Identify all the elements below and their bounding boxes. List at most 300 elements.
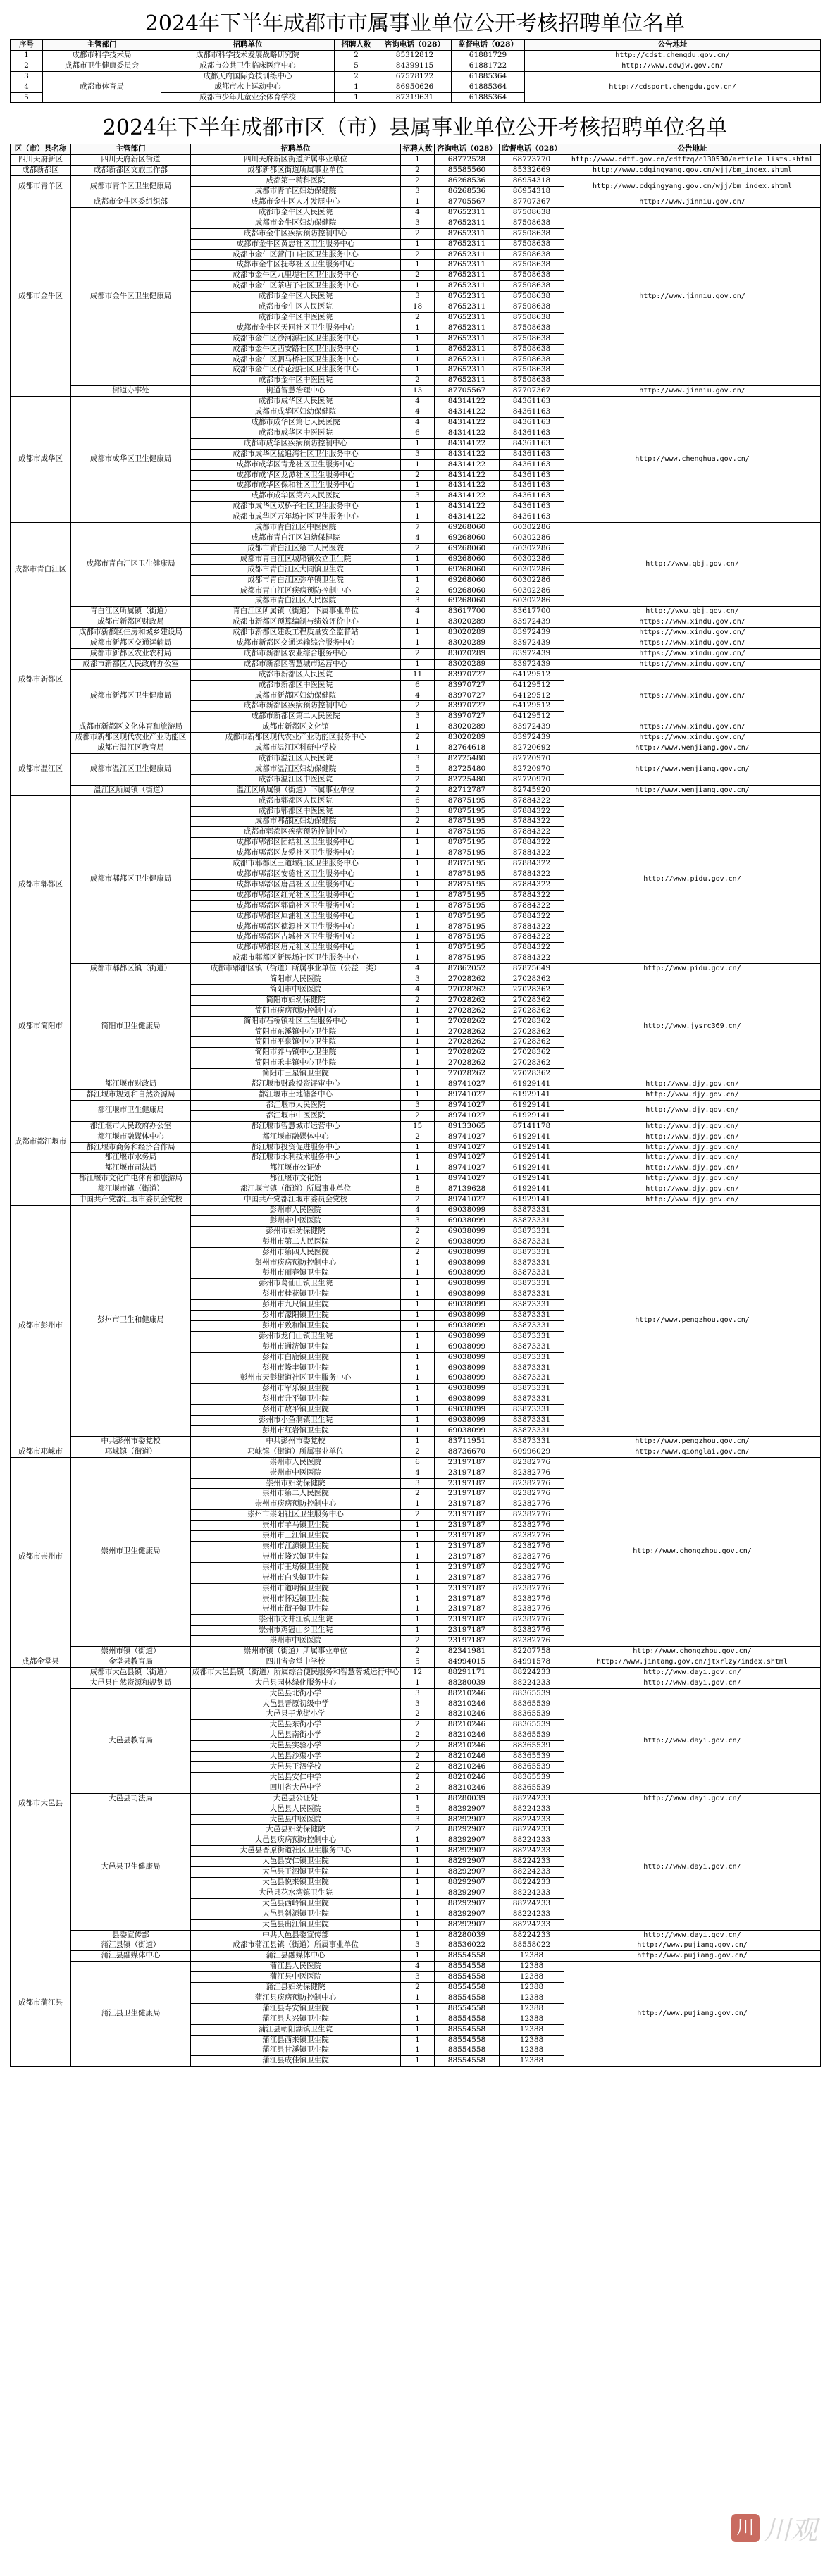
cell-a: 5	[11, 92, 43, 103]
cell-e: 87652311	[435, 376, 500, 386]
cell-f: 85332669	[500, 166, 564, 176]
cell-e: 69038099	[435, 1416, 500, 1426]
cell-f: 83873331	[500, 1258, 564, 1268]
cell-d: 8	[401, 1184, 435, 1195]
cell-g[interactable]: http://www.chongzhou.gov.cn/	[564, 1647, 821, 1657]
cell-g[interactable]: http://cdsport.chengdu.gov.cn/	[525, 71, 821, 103]
cell-d: 1	[401, 1268, 435, 1279]
cell-e: 87652311	[435, 271, 500, 281]
table-row	[11, 1667, 821, 1678]
cell-e: 83711951	[435, 1436, 500, 1447]
cell-f: 84361163	[500, 491, 564, 502]
cell-c: 成都市金牛区黄忠社区卫生服务中心	[191, 239, 401, 249]
cell-c: 成都市新都区现代农业产业功能区服务中心	[191, 733, 401, 743]
cell-c: 成都市郫都区新民场社区卫生服务中心	[191, 953, 401, 964]
cell-g[interactable]: http://www.pengzhou.gov.cn/	[564, 1436, 821, 1447]
cell-c: 成都市郫都区唐昌社区卫生服务中心	[191, 879, 401, 890]
cell-g[interactable]: http://www.wenjiang.gov.cn/	[564, 754, 821, 786]
cell-g[interactable]: http://www.pidu.gov.cn/	[564, 795, 821, 964]
cell-f: 83873331	[500, 1416, 564, 1426]
cell-e: 69268060	[435, 596, 500, 607]
cell-d: 2	[401, 1720, 435, 1730]
cell-c: 大邑县中医医院	[191, 1814, 401, 1825]
cell-c: 大邑县东街小学	[191, 1720, 401, 1730]
cell-f: 87884322	[500, 838, 564, 848]
cell-e: 88554558	[435, 2045, 500, 2056]
cell-e: 27028262	[435, 995, 500, 1005]
cell-c: 成都市新都区智慧城市运营中心	[191, 659, 401, 669]
cell-e: 88536022	[435, 1940, 500, 1951]
cell-e: 87652311	[435, 354, 500, 365]
cell-e: 83970727	[435, 691, 500, 701]
cell-c: 大邑县实验小学	[191, 1741, 401, 1752]
cell-d: 1	[401, 1867, 435, 1878]
column-header: 主管部门	[71, 144, 191, 155]
cell-g[interactable]: http://www.pujiang.gov.cn/	[564, 1951, 821, 1962]
cell-e: 88554558	[435, 1983, 500, 1993]
column-header: 区（市）县名称	[11, 144, 71, 155]
table2-header-row	[11, 144, 821, 155]
cell-g[interactable]: http://www.chenghua.gov.cn/	[564, 397, 821, 523]
cell-c: 成都市成华区保和社区卫生服务中心	[191, 481, 401, 491]
cell-e: 87319631	[378, 92, 452, 103]
cell-e: 85585560	[435, 166, 500, 176]
cell-d: 1	[401, 1499, 435, 1510]
cell-f: 82382776	[500, 1468, 564, 1478]
cell-f: 87508638	[500, 218, 564, 228]
cell-g[interactable]: http://www.pidu.gov.cn/	[564, 964, 821, 974]
cell-f: 82382776	[500, 1531, 564, 1542]
cell-a: 成都市简阳市	[11, 974, 71, 1079]
cell-f: 87884322	[500, 869, 564, 879]
cell-f: 12388	[500, 2024, 564, 2035]
cell-d: 1	[401, 1037, 435, 1048]
cell-e: 23197187	[435, 1541, 500, 1552]
cell-c: 简阳市养马镇中心卫生院	[191, 1048, 401, 1058]
cell-b: 成都市金牛区委组织部	[71, 197, 191, 207]
cell-g[interactable]: http://www.jinniu.gov.cn/	[564, 207, 821, 385]
table-row	[11, 1090, 821, 1101]
cell-e: 89741027	[435, 1174, 500, 1184]
cell-e: 87652311	[435, 302, 500, 313]
cell-c: 四川省金堂中学校	[191, 1657, 401, 1667]
cell-e: 87875195	[435, 817, 500, 827]
cell-d: 1	[401, 1846, 435, 1857]
cell-c: 成都市新都区第二人民医院	[191, 712, 401, 722]
cell-e: 86268536	[435, 187, 500, 197]
cell-b: 四川天府新区街道	[71, 155, 191, 166]
cell-g[interactable]: http://www.cdtf.gov.cn/cdtfzq/c130530/article_lists.shtml	[564, 155, 821, 166]
cell-d: 3	[401, 1699, 435, 1709]
cell-e: 69038099	[435, 1384, 500, 1394]
cell-e: 23197187	[435, 1531, 500, 1542]
cell-g[interactable]: http://www.qionglai.gov.cn/	[564, 1447, 821, 1457]
cell-b: 金堂县教育局	[71, 1657, 191, 1667]
cell-g[interactable]: http://www.djy.gov.cn/	[564, 1079, 821, 1090]
cell-c: 成都市新都区交通运输综合服务中心	[191, 638, 401, 649]
cell-e: 68772528	[435, 155, 500, 166]
cell-g[interactable]: http://cdst.chengdu.gov.cn/	[525, 50, 821, 61]
cell-c: 彭州市疾病预防控制中心	[191, 1258, 401, 1268]
cell-f: 87884322	[500, 943, 564, 953]
cell-e: 88280039	[435, 1793, 500, 1804]
cell-f: 84361163	[500, 428, 564, 438]
cell-c: 崇州市羊马镇卫生院	[191, 1521, 401, 1531]
cell-g[interactable]: http://www.dayi.gov.cn/	[564, 1793, 821, 1804]
cell-g[interactable]: http://www.djy.gov.cn/	[564, 1195, 821, 1206]
cell-f: 87508638	[500, 344, 564, 354]
cell-f: 82382776	[500, 1510, 564, 1521]
cell-g[interactable]: http://www.chongzhou.gov.cn/	[564, 1457, 821, 1646]
cell-e: 88292907	[435, 1888, 500, 1898]
cell-c: 大邑县子龙街小学	[191, 1709, 401, 1720]
cell-d: 1	[401, 2056, 435, 2067]
cell-d: 4	[401, 607, 435, 617]
cell-c: 大邑县晋原初级中学	[191, 1699, 401, 1709]
cell-c: 崇州市江源镇卫生院	[191, 1541, 401, 1552]
cell-e: 23197187	[435, 1583, 500, 1594]
cell-d: 3	[401, 1215, 435, 1226]
cell-e: 83020289	[435, 638, 500, 649]
cell-f: 12388	[500, 1962, 564, 1972]
page	[10, 0, 820, 2067]
cell-g[interactable]: http://www.djy.gov.cn/	[564, 1121, 821, 1132]
cell-b: 中国共产党都江堰市委员会党校	[71, 1195, 191, 1206]
table-row	[11, 1163, 821, 1174]
cell-g[interactable]: http://www.jintang.gov.cn/jtxrlzy/index.shtml	[564, 1657, 821, 1667]
cell-a: 成都市彭州市	[11, 1205, 71, 1447]
cell-a: 成都市邛崃市	[11, 1447, 71, 1457]
cell-d: 1	[401, 554, 435, 564]
cell-c: 成都市青白江区妇幼保健院	[191, 533, 401, 543]
table-row	[11, 1153, 821, 1163]
cell-b: 中共彭州市委党校	[71, 1436, 191, 1447]
cell-g[interactable]: http://www.wenjiang.gov.cn/	[564, 785, 821, 795]
cell-c: 成都市金牛区人民医院	[191, 292, 401, 302]
table-row	[11, 197, 821, 207]
cell-g[interactable]: http://www.pujiang.gov.cn/	[564, 1962, 821, 2067]
cell-f: 82382776	[500, 1604, 564, 1615]
cell-g[interactable]: http://www.djy.gov.cn/	[564, 1153, 821, 1163]
cell-e: 87875195	[435, 827, 500, 838]
cell-f: 87508638	[500, 271, 564, 281]
cell-c: 彭州市白鹿镇卫生院	[191, 1352, 401, 1363]
cell-e: 87875195	[435, 900, 500, 911]
cell-a: 成都新都区	[11, 166, 71, 176]
cell-g[interactable]: https://www.xindu.gov.cn/	[564, 722, 821, 733]
watermark-text: 川观	[763, 2515, 817, 2546]
cell-f: 60996029	[500, 1447, 564, 1457]
cell-e: 69038099	[435, 1237, 500, 1247]
cell-f: 87508638	[500, 323, 564, 333]
cell-f: 27028362	[500, 984, 564, 995]
cell-g[interactable]: https://www.xindu.gov.cn/	[564, 648, 821, 659]
cell-c: 崇州市崇阳社区卫生服务中心	[191, 1510, 401, 1521]
cell-e: 23197187	[435, 1562, 500, 1573]
cell-f: 82720970	[500, 764, 564, 774]
cell-f: 88365539	[500, 1709, 564, 1720]
cell-f: 61885364	[452, 71, 525, 82]
cell-g[interactable]: https://www.xindu.gov.cn/	[564, 669, 821, 722]
cell-c: 成都市青白江区城厢镇公立卫生院	[191, 554, 401, 564]
table-row	[11, 61, 821, 71]
cell-d: 1	[401, 1521, 435, 1531]
cell-c: 成都市郫都区唐元社区卫生服务中心	[191, 943, 401, 953]
cell-d: 1	[401, 354, 435, 365]
cell-f: 83873331	[500, 1394, 564, 1405]
cell-g[interactable]: http://www.djy.gov.cn/	[564, 1142, 821, 1153]
cell-c: 成都市金牛区中医医院	[191, 312, 401, 323]
cell-c: 崇州市隆兴镇卫生院	[191, 1552, 401, 1562]
cell-e: 69038099	[435, 1331, 500, 1342]
cell-c: 成都市金牛区荷花池社区卫生服务中心	[191, 365, 401, 376]
cell-g[interactable]: http://www.wenjiang.gov.cn/	[564, 743, 821, 754]
cell-f: 61929141	[500, 1100, 564, 1110]
table-row	[11, 1951, 821, 1962]
cell-f: 87508638	[500, 260, 564, 271]
cell-e: 69038099	[435, 1394, 500, 1405]
cell-c: 崇州市人民医院	[191, 1457, 401, 1468]
cell-f: 83617700	[500, 607, 564, 617]
cell-d: 2	[401, 785, 435, 795]
cell-f: 83873331	[500, 1311, 564, 1321]
cell-e: 89741027	[435, 1132, 500, 1142]
cell-g[interactable]: http://www.djy.gov.cn/	[564, 1132, 821, 1142]
cell-f: 61929141	[500, 1174, 564, 1184]
cell-f: 82720970	[500, 774, 564, 785]
cell-d: 1	[401, 890, 435, 900]
cell-b: 成都市新都区卫生健康局	[71, 669, 191, 722]
cell-c: 成都天府国际竞技训练中心	[161, 71, 335, 82]
cell-d: 7	[401, 523, 435, 533]
cell-b: 成都市新都区文化体育和旅游局	[71, 722, 191, 733]
table-row	[11, 207, 821, 218]
cell-d: 2	[401, 1741, 435, 1752]
cell-c: 彭州市升平镇卫生院	[191, 1394, 401, 1405]
cell-f: 87707367	[500, 386, 564, 397]
cell-e: 87875195	[435, 848, 500, 859]
cell-c: 成都市金牛区妇幼保健院	[191, 218, 401, 228]
cell-c: 成都市少年儿童业余体育学校	[161, 92, 335, 103]
cell-f: 88224233	[500, 1909, 564, 1919]
cell-g[interactable]: https://www.xindu.gov.cn/	[564, 659, 821, 669]
cell-f: 64129512	[500, 680, 564, 691]
cell-f: 82720692	[500, 743, 564, 754]
cell-c: 成都市郫都区三道堰社区卫生服务中心	[191, 859, 401, 869]
cell-f: 64129512	[500, 701, 564, 712]
cell-c: 成都市金牛区人才发展中心	[191, 197, 401, 207]
cell-f: 27028362	[500, 1016, 564, 1027]
cell-f: 88224233	[500, 1793, 564, 1804]
cell-f: 83873331	[500, 1363, 564, 1373]
cell-e: 88554558	[435, 2024, 500, 2035]
cell-g[interactable]: https://www.xindu.gov.cn/	[564, 733, 821, 743]
cell-f: 27028362	[500, 1058, 564, 1069]
table-row	[11, 617, 821, 628]
table-row	[11, 1930, 821, 1940]
cell-c: 彭州市丽春镇卫生院	[191, 1268, 401, 1279]
cell-c: 简阳市东溪镇中心卫生院	[191, 1027, 401, 1037]
cell-c: 成都市蒲江县镇（街道）所属事业单位	[191, 1940, 401, 1951]
cell-e: 87862052	[435, 964, 500, 974]
cell-d: 2	[401, 1195, 435, 1206]
table-row	[11, 1793, 821, 1804]
cell-e: 69268060	[435, 543, 500, 554]
cell-a: 4	[11, 82, 43, 92]
cell-g[interactable]: http://www.dayi.gov.cn/	[564, 1804, 821, 1930]
cell-c: 街道智慧治理中心	[191, 386, 401, 397]
cell-g[interactable]: http://www.djy.gov.cn/	[564, 1090, 821, 1101]
cell-f: 61929141	[500, 1184, 564, 1195]
table-row	[11, 974, 821, 985]
cell-c: 都江堰市融媒体中心	[191, 1132, 401, 1142]
cell-e: 82725480	[435, 764, 500, 774]
column-header: 主管部门	[43, 40, 161, 51]
cell-c: 成都市郫都区红光社区卫生服务中心	[191, 890, 401, 900]
cell-g[interactable]: http://www.cdwjw.gov.cn/	[525, 61, 821, 71]
cell-g[interactable]: http://www.djy.gov.cn/	[564, 1174, 821, 1184]
cell-f: 87884322	[500, 953, 564, 964]
cell-d: 1	[401, 1416, 435, 1426]
cell-c: 成都市温江区妇幼保健院	[191, 764, 401, 774]
cell-d: 1	[401, 323, 435, 333]
cell-c: 大邑县园林绿化服务中心	[191, 1678, 401, 1688]
cell-d: 2	[401, 701, 435, 712]
cell-c: 邛崃镇（街道）所属事业单位	[191, 1447, 401, 1457]
cell-e: 88554558	[435, 2003, 500, 2014]
cell-d: 2	[401, 1247, 435, 1258]
cell-b: 都江堰市镇（街道）	[71, 1184, 191, 1195]
cell-c: 大邑县王泗镇卫生院	[191, 1867, 401, 1878]
cell-d: 1	[401, 1300, 435, 1311]
cell-e: 87652311	[435, 323, 500, 333]
cell-e: 87875195	[435, 859, 500, 869]
cell-f: 84361163	[500, 407, 564, 418]
cell-g[interactable]: http://www.jysrc369.cn/	[564, 974, 821, 1079]
cell-e: 87875195	[435, 806, 500, 817]
cell-g[interactable]: http://www.djy.gov.cn/	[564, 1163, 821, 1174]
cell-g[interactable]: http://www.dayi.gov.cn/	[564, 1667, 821, 1678]
cell-e: 84314122	[435, 418, 500, 428]
cell-e: 86268536	[435, 176, 500, 187]
cell-a: 成都金堂县	[11, 1657, 71, 1667]
cell-f: 87508638	[500, 207, 564, 218]
cell-e: 83617700	[435, 607, 500, 617]
cell-c: 简阳市人民医院	[191, 974, 401, 985]
cell-d: 2	[401, 733, 435, 743]
table-row	[11, 71, 821, 82]
cell-c: 简阳市疾病预防控制中心	[191, 1005, 401, 1016]
cell-g[interactable]: http://www.pujiang.gov.cn/	[564, 1940, 821, 1951]
cell-e: 88280039	[435, 1678, 500, 1688]
cell-c: 四川省大邑中学	[191, 1783, 401, 1793]
cell-c: 崇州市中医医院	[191, 1468, 401, 1478]
cell-f: 60302286	[500, 523, 564, 533]
cell-c: 崇州市道明镇卫生院	[191, 1583, 401, 1594]
cell-c: 彭州市濛阳镇卫生院	[191, 1311, 401, 1321]
cell-e: 82764618	[435, 743, 500, 754]
cell-c: 成都市金牛区西安路社区卫生服务中心	[191, 344, 401, 354]
cell-f: 84361163	[500, 418, 564, 428]
cell-f: 12388	[500, 2045, 564, 2056]
cell-f: 27028362	[500, 1048, 564, 1058]
cell-g[interactable]: http://www.dayi.gov.cn/	[564, 1930, 821, 1940]
cell-d: 11	[401, 669, 435, 680]
cell-g[interactable]: http://www.qbj.gov.cn/	[564, 523, 821, 607]
cell-g[interactable]: http://www.jinniu.gov.cn/	[564, 197, 821, 207]
cell-e: 84314122	[435, 502, 500, 512]
cell-c: 成都市水上运动中心	[161, 82, 335, 92]
cell-d: 2	[401, 586, 435, 596]
cell-d: 4	[401, 533, 435, 543]
cell-b: 简阳市卫生健康局	[71, 974, 191, 1079]
cell-d: 1	[401, 900, 435, 911]
cell-d: 1	[401, 1951, 435, 1962]
cell-g[interactable]: http://www.djy.gov.cn/	[564, 1184, 821, 1195]
cell-e: 87705567	[435, 386, 500, 397]
cell-c: 都江堰市公证处	[191, 1163, 401, 1174]
cell-e: 88210246	[435, 1752, 500, 1762]
cell-b: 成都市青羊区卫生健康局	[71, 176, 191, 197]
cell-d: 1	[401, 1331, 435, 1342]
cell-f: 60302286	[500, 586, 564, 596]
cell-g[interactable]: http://www.cdqingyang.gov.cn/wjj/bm_index.shtml	[564, 176, 821, 197]
cell-d: 1	[401, 2035, 435, 2045]
cell-b: 成都市大邑县镇（街道）	[71, 1667, 191, 1678]
cell-b: 成都市卫生健康委员会	[43, 61, 161, 71]
cell-f: 12388	[500, 1983, 564, 1993]
cell-g[interactable]: https://www.xindu.gov.cn/	[564, 617, 821, 628]
cell-g[interactable]: http://www.djy.gov.cn/	[564, 1100, 821, 1121]
cell-e: 84314122	[435, 438, 500, 449]
cell-b: 都江堰市规划和自然资源局	[71, 1090, 191, 1101]
table-row	[11, 1962, 821, 1972]
watermark-glyph: 川	[731, 2514, 760, 2542]
cell-e: 69038099	[435, 1320, 500, 1331]
cell-f: 82382776	[500, 1615, 564, 1626]
cell-f: 83873331	[500, 1226, 564, 1237]
cell-d: 1	[401, 659, 435, 669]
cell-d: 3	[401, 1814, 435, 1825]
cell-f: 27028362	[500, 1069, 564, 1079]
cell-d: 2	[335, 50, 378, 61]
cell-g[interactable]: http://www.pengzhou.gov.cn/	[564, 1205, 821, 1436]
cell-g[interactable]: http://www.qbj.gov.cn/	[564, 607, 821, 617]
table-row	[11, 722, 821, 733]
cell-f: 27028362	[500, 1037, 564, 1048]
cell-d: 2	[401, 1772, 435, 1783]
cell-c: 崇州市妇幼保健院	[191, 1478, 401, 1489]
cell-g[interactable]: https://www.xindu.gov.cn/	[564, 628, 821, 638]
cell-b: 成都市郫都区卫生健康局	[71, 795, 191, 964]
cell-g[interactable]: http://www.dayi.gov.cn/	[564, 1688, 821, 1793]
cell-g[interactable]: https://www.xindu.gov.cn/	[564, 638, 821, 649]
cell-a: 1	[11, 50, 43, 61]
cell-d: 4	[401, 1468, 435, 1478]
cell-g[interactable]: http://www.dayi.gov.cn/	[564, 1678, 821, 1688]
cell-g[interactable]: http://www.jinniu.gov.cn/	[564, 386, 821, 397]
cell-c: 成都市温江区科研中学校	[191, 743, 401, 754]
table-row	[11, 659, 821, 669]
cell-e: 84314122	[435, 407, 500, 418]
cell-c: 成都市新都区农业综合服务中心	[191, 648, 401, 659]
cell-e: 67578122	[378, 71, 452, 82]
cell-f: 83873331	[500, 1436, 564, 1447]
cell-f: 12388	[500, 2003, 564, 2014]
cell-g[interactable]: http://www.cdqingyang.gov.cn/wjj/bm_index.shtml	[564, 166, 821, 176]
cell-d: 4	[401, 984, 435, 995]
cell-e: 83020289	[435, 628, 500, 638]
